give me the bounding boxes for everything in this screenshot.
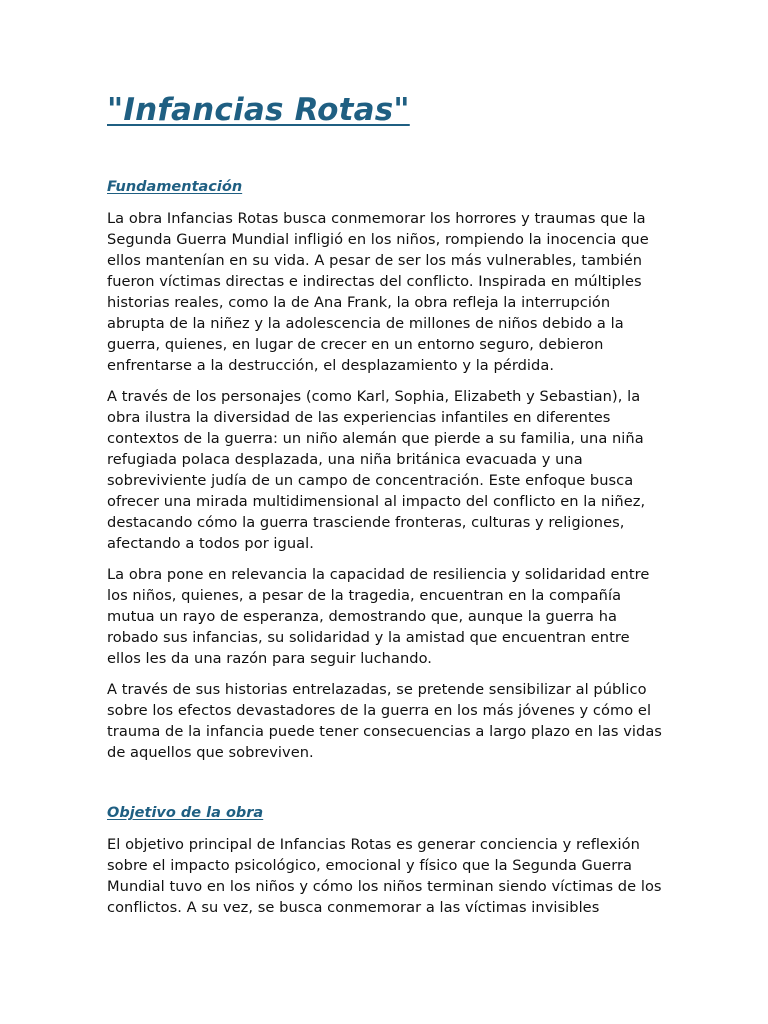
section-heading-objetivo: Objetivo de la obra bbox=[107, 805, 264, 821]
paragraph: A través de los personajes (como Karl, Sophia, Elizabeth y Sebastian), la obra ilustra la diversidad de las experiencias infantiles en diferentes contextos de la guerra: un niño alemán que pierde a su familia, una niña refugiada polaca desplazada, una niña británica evacuada y una sobreviviente judía de un campo de concentración. Este enfoque busca ofrecer una mirada multidimensional al impacto del conflicto en la niñez, destacando cómo la guerra trasciende fronteras, culturas y religiones, afectando a todos por igual. bbox=[107, 388, 646, 552]
paragraph: A través de sus historias entrelazadas, se pretende sensibilizar al público sobre los efectos devastadores de la guerra en los más jóvenes y cómo el trauma de la infancia puede tener consecuencias a largo plazo en las vidas de aquellos que sobreviven. bbox=[107, 681, 662, 761]
paragraph: El objetivo principal de Infancias Rotas es generar conciencia y reflexión sobre el impacto psicológico, emocional y físico que la Segunda Guerra Mundial tuvo en los niños y cómo los niños terminan siendo víctimas de los conflictos. A su vez, se busca conmemorar a las víctimas invisibles bbox=[107, 836, 662, 916]
paragraph: La obra pone en relevancia la capacidad de resiliencia y solidaridad entre los niños, quienes, a pesar de la tragedia, encuentran en la compañía mutua un rayo de esperanza, demostrando que, aunque la guerra ha robado sus infancias, su solidaridad y la amistad que encuentran entre ellos les da una razón para seguir luchando. bbox=[107, 566, 650, 667]
section-heading-fundamentacion: Fundamentación bbox=[107, 179, 243, 195]
document-page bbox=[107, 90, 667, 918]
document-title: "Infancias Rotas" bbox=[107, 92, 410, 128]
paragraph: La obra Infancias Rotas busca conmemorar los horrores y traumas que la Segunda Guerra Mundial infligió en los niños, rompiendo la inocencia que ellos mantenían en su vida. A pesar de ser los más vulnerables, también fueron víctimas directas e indirectas del conflicto. Inspirada en múltiples historias reales, como la de Ana Frank, la obra refleja la interrupción abrupta de la niñez y la adolescencia de millones de niños debido a la guerra, quienes, en lugar de crecer en un entorno seguro, debieron enfrentarse a la destrucción, el desplazamiento y la pérdida. bbox=[107, 210, 649, 374]
